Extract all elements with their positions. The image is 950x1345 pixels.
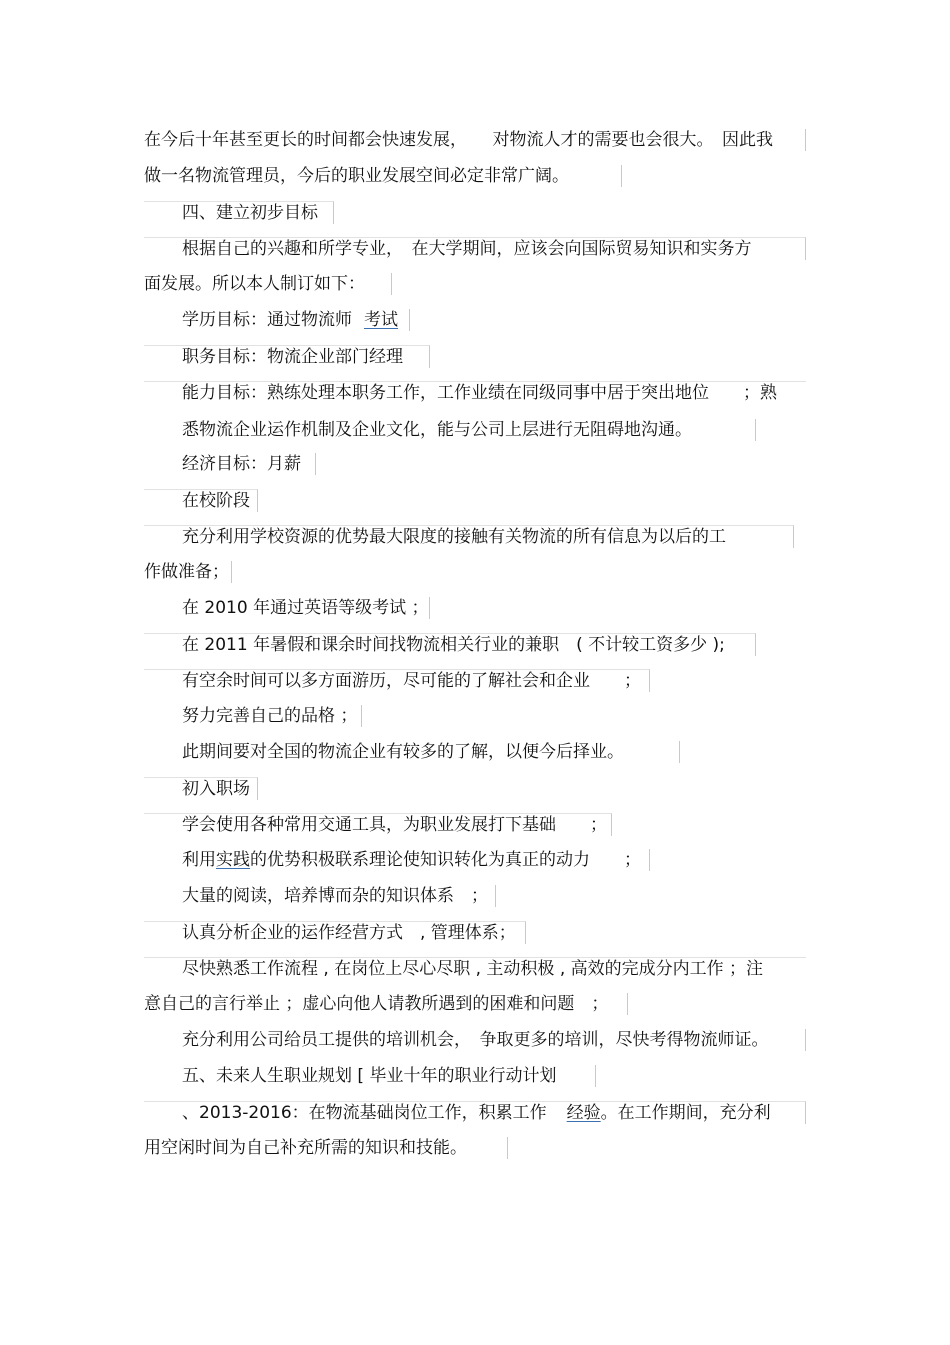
text-line: 充分利用学校资源的优势最大限度的接触有关物流的所有信息为以后的工 <box>144 525 794 548</box>
text-line: 能力目标：熟练处理本职务工作，工作业绩在同级同事中居于突出地位 ；熟 <box>144 381 806 404</box>
text-line: 根据自己的兴趣和所学专业， 在大学期间，应该会向国际贸易知识和实务方 <box>144 237 806 260</box>
text-line <box>144 849 650 871</box>
text-span: 利用 <box>182 850 216 870</box>
text-line: 在今后十年甚至更长的时间都会快速发展， 对物流人才的需要也会很大。 因此我 <box>144 129 806 151</box>
section-heading: 初入职场 <box>144 777 258 800</box>
text-line: 充分利用公司给员工提供的培训机会， 争取更多的培训，尽快考得物流师证。 <box>144 1029 806 1051</box>
text-line: 悉物流企业运作机制及企业文化，能与公司上层进行无阻碍地沟通。 <box>144 419 756 441</box>
section-heading: 四、建立初步目标 <box>144 201 334 224</box>
text-line: 大量的阅读，培养博而杂的知识体系 ； <box>144 885 496 907</box>
text-line: 有空余时间可以多方面游历，尽可能的了解社会和企业 ； <box>144 669 650 692</box>
text-line: 尽快熟悉工作流程 , 在岗位上尽心尽职 , 主动积极 , 高效的完成分内工作 ；注 <box>144 957 806 980</box>
text-line: 学会使用各种常用交通工具，为职业发展打下基础 ； <box>144 813 612 836</box>
text-span: 学历目标：通过物流师 <box>182 310 352 330</box>
text-line: 在校阶段 <box>144 489 258 512</box>
text-line: 努力完善自己的品格 ； <box>144 705 362 727</box>
text-line: 作做准备； <box>144 561 232 583</box>
text-line: 在 2011 年暑假和课余时间找物流相关行业的兼职 ( 不计较工资多少 ); <box>144 633 756 656</box>
text-line <box>144 1101 806 1124</box>
text-line: 认真分析企业的运作经营方式 , 管理体系； <box>144 921 526 944</box>
section-heading: 五、未来人生职业规划 [ 毕业十年的职业行动计划 <box>144 1065 596 1087</box>
text-span: 。在工作期间，充分利 <box>600 1103 771 1123</box>
text-line: 在 2010 年通过英语等级考试 ； <box>144 597 430 619</box>
text-line: 做一名物流管理员，今后的职业发展空间必定非常广阔。 <box>144 165 622 187</box>
link-text[interactable]: 实践 <box>216 850 250 870</box>
link-text[interactable]: 考试 <box>364 310 398 330</box>
link-text[interactable]: 经验 <box>566 1103 601 1123</box>
text-line <box>144 309 410 331</box>
text-line: 此期间要对全国的物流企业有较多的了解，以便今后择业。 <box>144 741 680 763</box>
text-line: 面发展。所以本人制订如下： <box>144 273 392 295</box>
text-span: 、2013-2016：在物流基础岗位工作，积累工作 <box>182 1103 547 1123</box>
text-line: 经济目标：月薪 <box>144 453 316 475</box>
text-line: 职务目标：物流企业部门经理 <box>144 345 430 368</box>
text-line: 用空闲时间为自己补充所需的知识和技能。 <box>144 1137 508 1159</box>
text-span: 的优势积极联系理论使知识转化为真正的动力 ； <box>250 850 641 870</box>
text-line: 意自己的言行举止 ；虚心向他人请教所遇到的困难和问题 ； <box>144 993 628 1015</box>
